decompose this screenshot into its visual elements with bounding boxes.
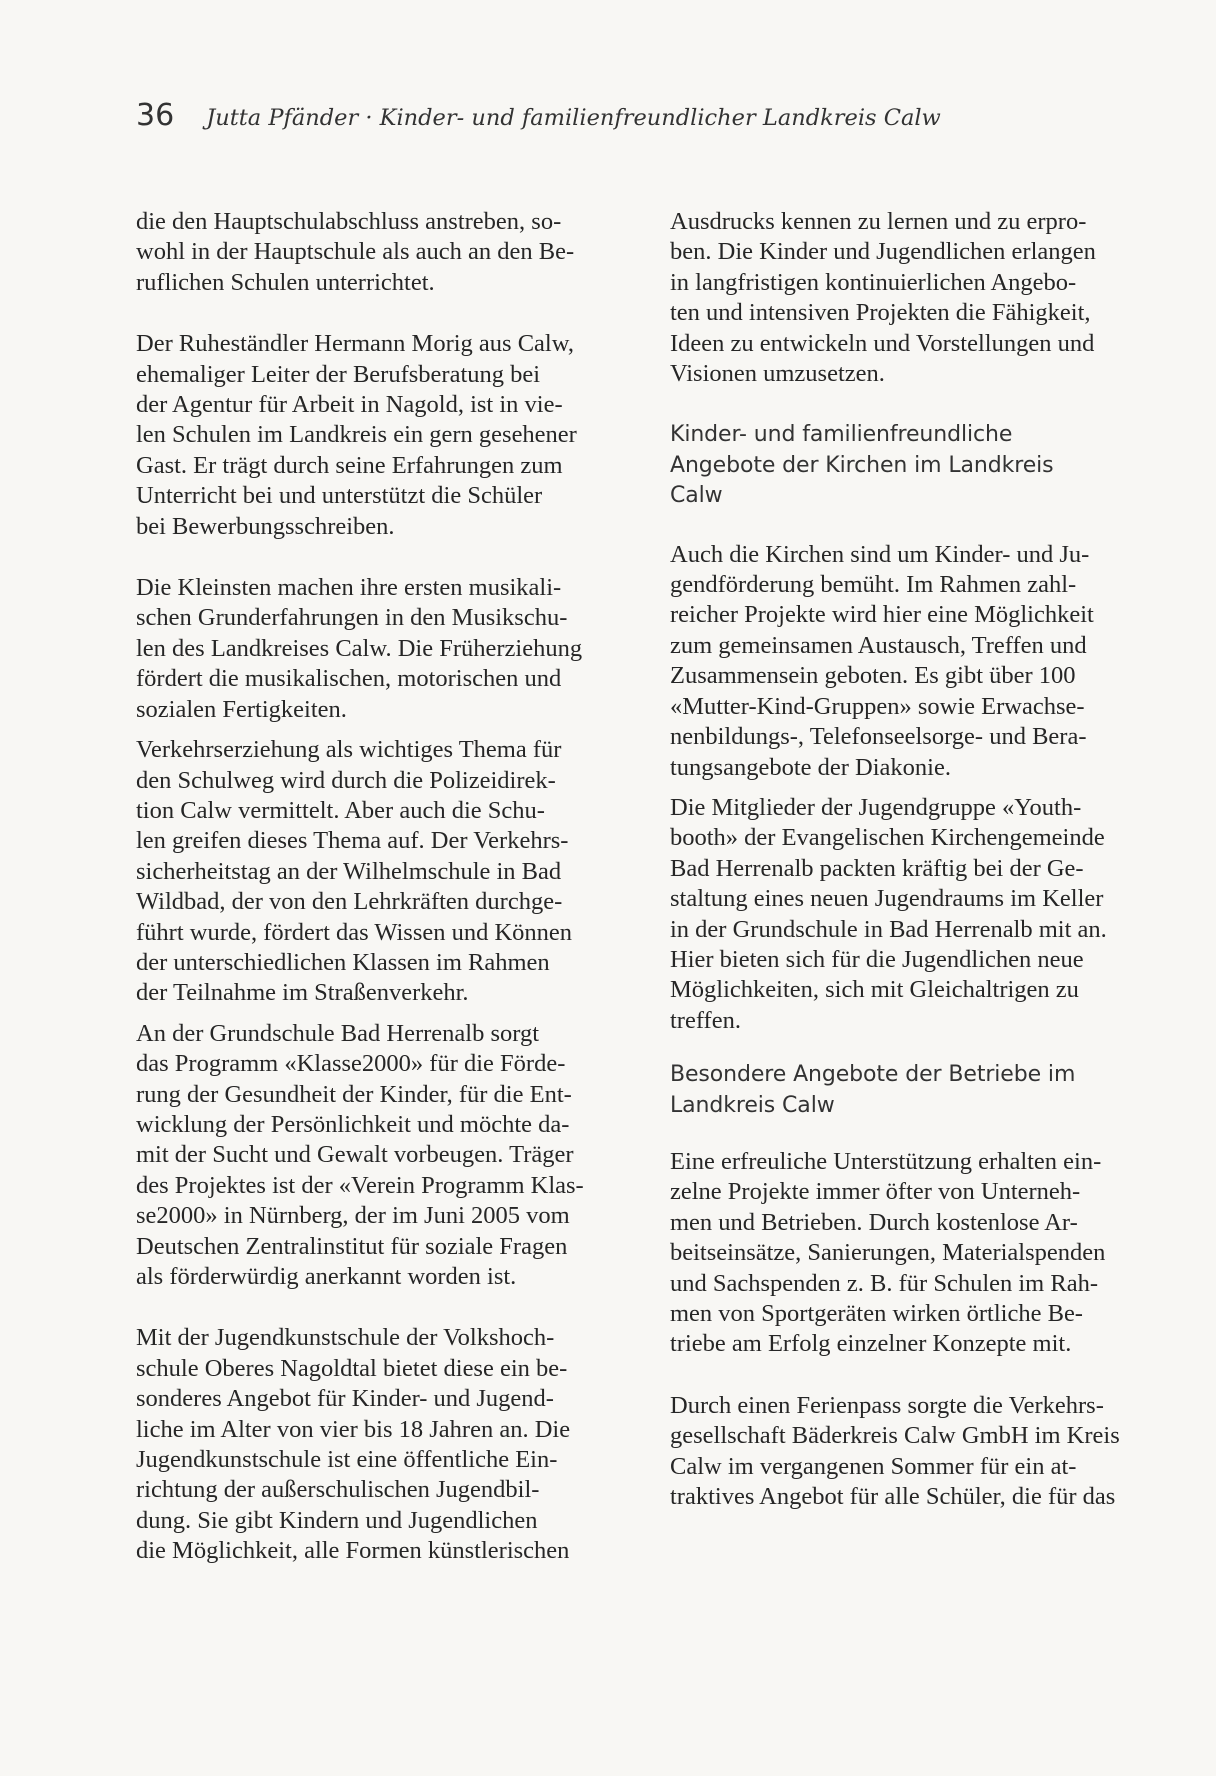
paragraph-ferienpass: Durch einen Ferienpass sorgte die Verkehrs- gesellschaft Bäderkreis Calw GmbH im Kreis Calw im vergangenen Sommer für ein at- traktives Angebot für alle Schüler, die für das [670,1391,1120,1511]
paragraph-kirchen: Auch die Kirchen sind um Kinder- und Ju- gendförderung bemüht. Im Rahmen zahl- reicher Projekte wird hier eine Möglichkeit zum gemeinsamen Austausch, Treffen und Zusammensein geboten. Es gibt über 100 «Mutter-Kind-Gruppen» sowie Erwachse- nenbildungs-, Telefonseelsorge- und Bera- tungsangebote der Diakonie. [670,540,1094,781]
section-heading-kirchen: Kinder- und familienfreundliche Angebote der Kirchen im Landkreis Calw [670,422,1054,509]
paragraph-musikschulen: Die Kleinsten machen ihre ersten musikali- schen Grunderfahrungen in den Musikschu- len des Landkreises Calw. Die Früherziehung fördert die musikalischen, motorischen und sozialen Fertigkeiten. [136,574,583,723]
paragraph-klasse2000: An der Grundschule Bad Herrenalb sorgt das Programm «Klasse2000» für die Förde- rung der Gesundheit der Kinder, für die Ent- wicklung der Persönlichkeit und möchte da- mit der Sucht und Gewalt vorbeugen. Träger des Projektes ist der «Verein Programm Klas- se2000» in Nürnberg, der im Juni 2005 vom Deutschen Zentralinstitut für soziale Fragen als förderwürdig anerkannt worden ist. [136,1019,584,1290]
running-head: Jutta Pfänder · Kinder- und familienfreundlicher Landkreis Calw [206,105,941,131]
right-column [670,207,1165,1512]
page-number: 36 [136,98,175,133]
paragraph-hauptschulabschluss: die den Hauptschulabschluss anstreben, so- wohl in der Hauptschule als auch an den Be- ruflichen Schulen unterrichtet. [136,208,575,296]
left-column [136,207,630,1567]
section-heading-betriebe: Besondere Angebote der Betriebe im Landkreis Calw [670,1062,1076,1118]
paragraph-ausdrucks: Ausdrucks kennen zu lernen und zu erpro- ben. Die Kinder und Jugendlichen erlangen in langfristigen kontinuierlichen Angebo- ten und intensiven Projekten die Fähigkeit, Ideen zu entwickeln und Vorstellungen und Visionen umzusetzen. [670,208,1096,388]
paragraph-verkehrserziehung: Verkehrserziehung als wichtiges Thema für den Schulweg wird durch die Polizeidirek- tion Calw vermittelt. Aber auch die Schu- len greifen dieses Thema auf. Der Verkehrs- sicherheitstag an der Wilhelmschule in Bad Wildbad, der von den Lehrkräften durchge- führt wurde, fördert das Wissen und Können der unterschiedlichen Klassen im Rahmen der Teilnahme im Straßenverkehr. [136,736,573,1007]
paragraph-youthbooth: Die Mitglieder der Jugendgruppe «Youth- booth» der Evangelischen Kirchengemeinde Bad Herrenalb packten kräftig bei der Ge- staltung eines neuen Jugendraums im Keller in der Grundschule in Bad Herrenalb mit an. Hier bieten sich für die Jugendlichen neue Möglichkeiten, sich mit Gleichaltrigen zu treffen. [670,793,1107,1034]
paragraph-jugendkunstschule: Mit der Jugendkunstschule der Volkshoch- schule Oberes Nagoldtal bietet diese ein be- sonderes Angebot für Kinder- und Jugend- liche im Alter von vier bis 18 Jahren an. Die Jugendkunstschule ist eine öffentliche Ein- richtung der außerschulischen Jugendbil- dung. Sie gibt Kindern und Jugendlichen die Möglichkeit, alle Formen künstlerischen [136,1324,571,1565]
page-header [136,98,1136,142]
paragraph-unternehmen: Eine erfreuliche Unterstützung erhalten ein- zelne Projekte immer öfter von Unterneh- men und Betrieben. Durch kostenlose Ar- beitseinsätze, Sanierungen, Materialspenden und Sachspenden z. B. für Schulen im Rah- men von Sportgeräten wirken örtliche Be- triebe am Erfolg einzelner Konzepte mit. [670,1147,1106,1358]
paragraph-hermann-morig: Der Ruheständler Hermann Morig aus Calw, ehemaliger Leiter der Berufsberatung bei der Agentur für Arbeit in Nagold, ist in vie- len Schulen im Landkreis ein gern gesehener Gast. Er trägt durch seine Erfahrungen zum Unterricht bei und unterstützt die Schüler bei Bewerbungsschreiben. [136,330,577,540]
